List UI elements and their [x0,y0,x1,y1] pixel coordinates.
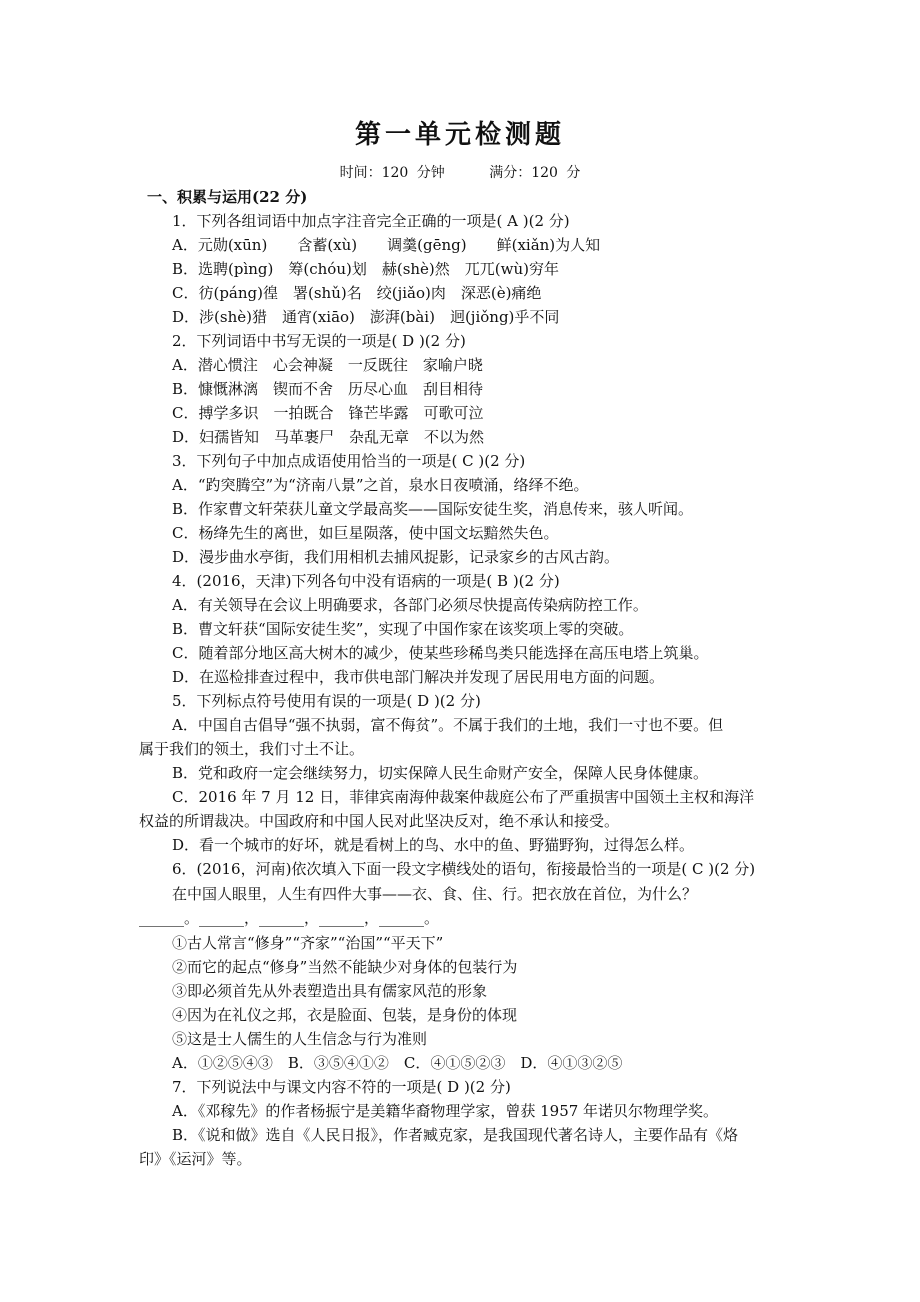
text-line: A．潜心惯注 心会神凝 一反既往 家喻户晓 [172,356,483,374]
text-line: C．随着部分地区高大树木的减少，使某些珍稀鸟类只能选择在高压电塔上筑巢。 [172,644,709,662]
section-heading: 一、积累与运用(22 分) [147,188,308,206]
text-line: B．作家曹文轩荣获儿童文学最高奖——国际安徒生奖，消息传来，骇人听闻。 [172,500,694,518]
text-line: C．搏学多识 一拍既合 锋芒毕露 可歌可泣 [172,404,484,422]
question-stem: 3．下列句子中加点成语使用恰当的一项是( C )(2 分) [172,452,526,470]
text-line: D．妇孺皆知 马革裹尸 杂乱无章 不以为然 [172,428,485,446]
full-score: 满分：120 分 [489,165,581,181]
text-line: D．涉(shè)猎 通宵(xiāo) 澎湃(bài) 迥(jiǒng)乎不同 [172,308,560,326]
text-line: ⑤这是士人儒生的人生信念与行为准则 [172,1030,428,1048]
text-line: ②而它的起点“修身”当然不能缺少对身体的包装行为 [172,958,518,976]
text-line: C．2016 年 7 月 12 日，菲律宾南海仲裁案仲裁庭公布了严重损害中国领土主权和海洋 [172,788,755,806]
question-stem: 1．下列各组词语中加点字注音完全正确的一项是( A )(2 分) [172,212,570,230]
question-stem: 2．下列词语中书写无误的一项是( D )(2 分) [172,332,466,350]
text-line: D．漫步曲水亭街，我们用相机去捕风捉影，记录家乡的古风古韵。 [172,548,620,566]
text-line: C．彷(páng)徨 署(shǔ)名 绞(jiǎo)肉 深恶(è)痛绝 [172,284,542,302]
text-line: ④因为在礼仪之邦，衣是脸面、包装，是身份的体现 [172,1006,518,1024]
continuation-line: 印》《运河》等。 [139,1150,252,1168]
text-line: C．杨绛先生的离世，如巨星陨落，使中国文坛黯然失色。 [172,524,559,542]
continuation-line: 权益的所谓裁决。中国政府和中国人民对此坚决反对，绝不承认和接受。 [139,812,620,830]
text-line: B．慷慨淋漓 锲而不舍 历尽心血 刮目相待 [172,380,484,398]
text-line: A．中国自古倡导“强不执弱，富不侮贫”。不属于我们的土地，我们一寸也不要。但 [172,716,724,734]
text-line: A．元勋(xūn) 含蓄(xù) 调羹(gēng) 鲜(xiǎn)为人知 [172,236,601,254]
text-line: B．党和政府一定会继续努力，切实保障人民生命财产安全，保障人民身体健康。 [172,764,709,782]
page-title: 第一单元检测题 [354,120,565,150]
text-line: A．①②⑤④③ B．③⑤④①② C．④①⑤②③ D．④①③②⑤ [172,1054,623,1072]
text-line: ③即必须首先从外表塑造出具有儒家风范的形象 [172,982,488,1000]
text-line: A．“趵突腾空”为“济南八景”之首，泉水日夜喷涌，络绎不绝。 [172,476,589,494]
text-line: A．《邓稼先》的作者杨振宁是美籍华裔物理学家，曾获 1957 年诺贝尔物理学奖。 [172,1102,719,1120]
text-line: D．在巡检排查过程中，我市供电部门解决并发现了居民用电方面的问题。 [172,668,665,686]
text-line: D．看一个城市的好坏，就是看树上的鸟、水中的鱼、野猫野狗，过得怎么样。 [172,836,695,854]
continuation-line: ______。______，______，______，______。 [139,909,440,927]
question-stem: 4．(2016，天津)下列各句中没有语病的一项是( B )(2 分) [172,572,560,590]
question-stem: 7．下列说法中与课文内容不符的一项是( D )(2 分) [172,1078,511,1096]
text-line: B．选聘(pìng) 筹(chóu)划 赫(shè)然 兀兀(wù)穷年 [172,260,559,278]
text-line: 在中国人眼里，人生有四件大事——衣、食、住、行。把衣放在首位，为什么？ [172,885,698,903]
continuation-line: 属于我们的领土，我们寸土不让。 [139,740,365,758]
time-limit: 时间：120 分钟 [339,165,445,181]
question-stem: 6．(2016，河南)依次填入下面一段文字横线处的语句，衔接最恰当的一项是( C )(2 分) [172,860,756,878]
exam-meta [0,162,920,182]
text-line: B．曹文轩获“国际安徒生奖”，实现了中国作家在该奖项上零的突破。 [172,620,634,638]
text-line: B．《说和做》选自《人民日报》，作者臧克家，是我国现代著名诗人，主要作品有《烙 [172,1126,739,1144]
question-stem: 5．下列标点符号使用有误的一项是( D )(2 分) [172,692,481,710]
text-line: A．有关领导在会议上明确要求，各部门必须尽快提高传染病防控工作。 [172,596,648,614]
text-line: ①古人常言“修身”“齐家”“治国”“平天下” [172,934,444,952]
